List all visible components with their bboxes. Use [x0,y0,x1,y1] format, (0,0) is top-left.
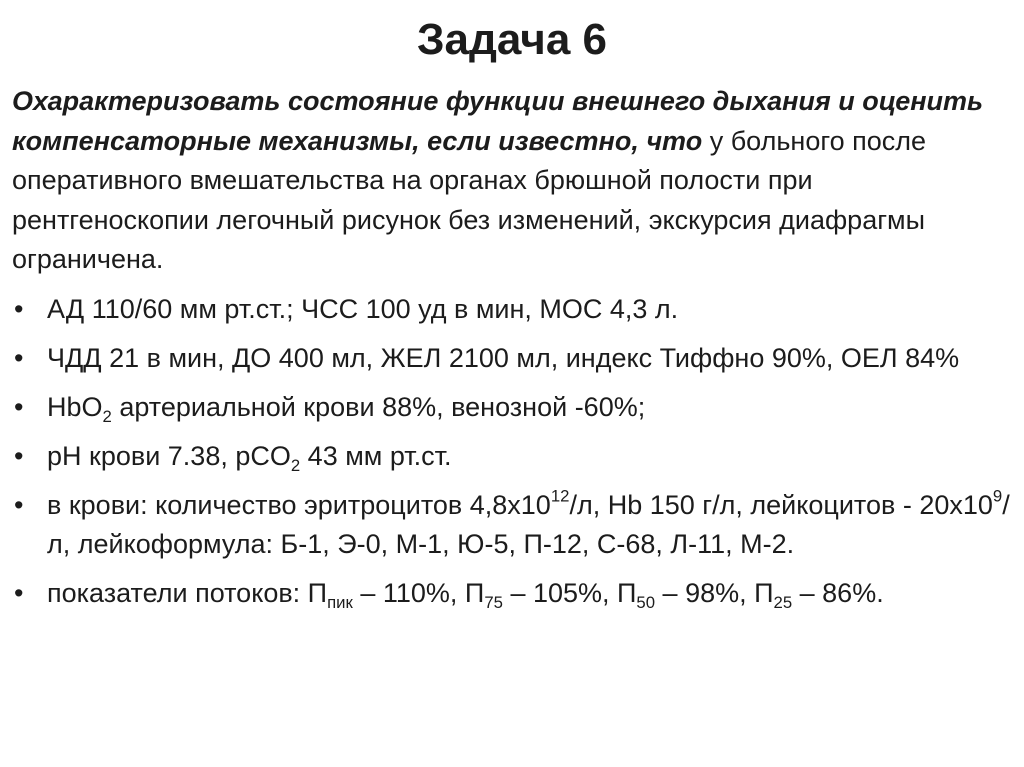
list-item-blood-count: • в крови: количество эритроцитов $4,8х10^{12}/л$, Hb 150 г/л, лейкоцитов - $20х10^9/л$, лейкоформула: Б-1, Э-0, М-1, Ю-5, П-12, С-68, Л-11, М-2. [0,486,1010,564]
task-description [12,82,1012,280]
list-item-respiration: • ЧДД 21 в мин, ДО 400 мл, ЖЕЛ 2100 мл, индекс Тиффно 90%, ОЕЛ 84% [0,339,1010,378]
list-item-flow-rates: • показатели потоков: $П_{пик} - 110\%$, $П_{75} - 105\%$, $П_{50} - 98\%$, $П_{25} - 86\%$. [0,574,1010,613]
task-question: Охарактеризовать состояние функции внешнего дыхания и оценить компенсаторные механизмы, если известно, что [12,86,984,156]
list-item-blood-gas: • pH крови 7.38, pCO$_2$ 43 мм рт.ст. [0,437,1010,476]
patient-data-list [0,290,1010,623]
list-item-oxyhemoglobin: • HbO$_2$ артериальной крови 88%, венозной -60%; [0,388,1010,427]
slide-title: Задача 6 [416,15,608,64]
task-condition: у больного после оперативного вмешательства на органах брюшной полости при рентгеноскопии легочный рисунок без изменений, экскурсия диафрагмы ограничена. [12,125,927,274]
list-item-hemodynamics: • АД 110/60 мм рт.ст.; ЧСС 100 уд в мин, МОС 4,3 л. [0,290,1010,329]
